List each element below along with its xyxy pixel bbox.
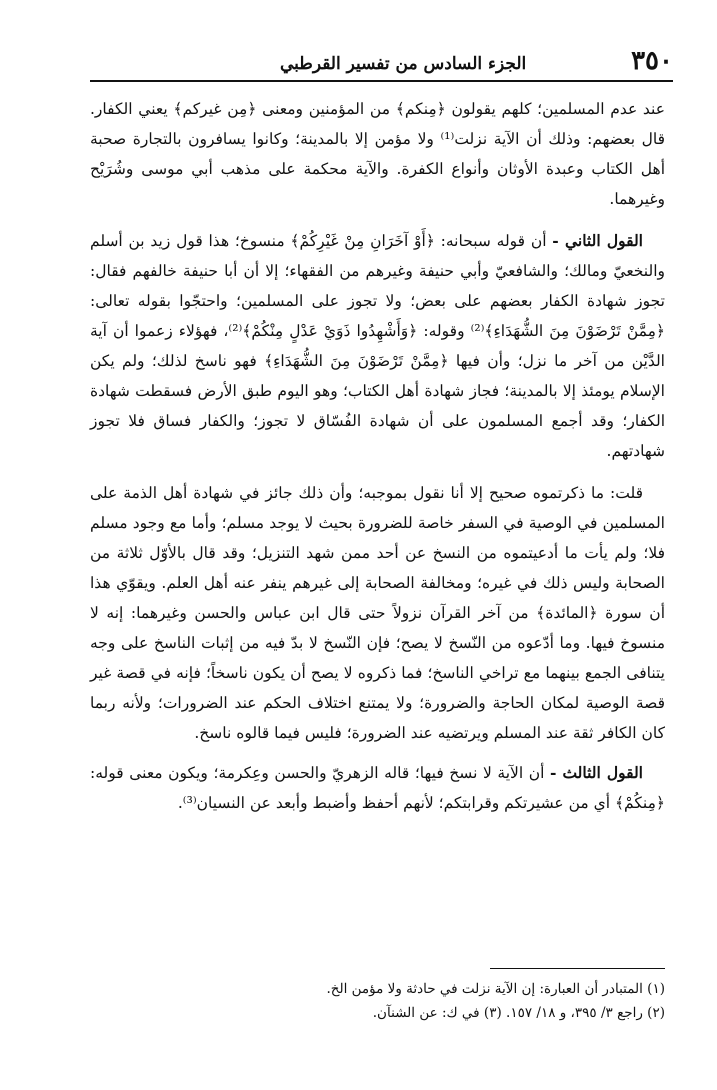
paragraph-2 [90, 226, 665, 466]
paragraph-lead: القول الثاني - [552, 231, 643, 250]
running-title: الجزء السادس من تفسير القرطبي [280, 54, 527, 74]
paragraph-text: عند عدم المسلمين؛ كلهم يقولون ﴿مِنكم﴾ من المؤمنين ومعنى ﴿مِن غيركم﴾ يعني الكفار. قال بعضهم: وذلك أن الآية نزلت⁽¹⁾ ولا مؤمن إلا بالمدينة؛ وكانوا يسافرون بالتجارة صحبة أهل الكتاب وعبدة الأوثان وأنواع الكفرة. والآية محكمة على مذهب أبي موسى وشُرَيْح وغيرهما. [90, 100, 665, 208]
paragraph-4 [90, 758, 665, 818]
paragraph-1 [90, 94, 665, 214]
footnote-1: (١) المتبادر أن العبارة: إن الآية نزلت في حادثة ولا مؤمن الخ. [326, 981, 665, 997]
footnote-divider [490, 968, 665, 969]
paragraph-lead: القول الثالث - [549, 763, 643, 782]
paragraph-text: أن الآية لا نسخ فيها؛ قاله الزهريّ والحسن وعِكرمة؛ ويكون معنى قوله: ﴿مِنكُمْ﴾ أي من عشيرتكم وقرابتكم؛ لأنهم أحفظ وأضبط وأبعد عن النسيان⁽³⁾. [90, 764, 665, 812]
paragraph-3 [90, 478, 665, 748]
page-number: ٣٥٠ [631, 46, 673, 76]
body-text [90, 94, 665, 818]
paragraph-text: قلت: ما ذكرتموه صحيح إلا أنا نقول بموجبه؛ وأن ذلك جائز في شهادة أهل الذمة على المسلمين في الوصية في السفر خاصة للضرورة بحيث لا يوجد مسلم؛ وأما مع وجود مسلم فلا؛ ولم يأت ما أدعيتموه من النسخ عن أحد ممن شهد التنزيل؛ وقد قال بالأوّل ثلاثة من الصحابة وليس ذلك في غيره؛ ومخالفة الصحابة إلى غيرهم ينفر عنه أهل العلم. ويقوّي هذا أن سورة ﴿المائدة﴾ من آخر القرآن نزولاً حتى قال ابن عباس والحسن وغيرهما: إنه لا منسوخ فيها. وما أدّعوه من النّسخ لا يصح؛ فإن النّسخ لا بدّ فيه من إثبات الناسخ على وجه يتنافى الجمع بينهما مع تراخي الناسخ؛ فما ذكروه لا يصح أن يكون ناسخاً؛ فإنه في قصة غير قصة الوصية لمكان الحاجة والضرورة؛ ولا يمتنع اختلاف الحكم عند الضرورات؛ ولأنه ربما كان الكافر ثقة عند المسلم ويرتضيه عند الضرورة؛ فليس فيما قالوه ناسخ. [90, 484, 665, 742]
paragraph-text: أن قوله سبحانه: ﴿أَوْ آخَرَانِ مِنْ غَيْرِكُمْ﴾ منسوخ؛ هذا قول زيد بن أسلم والنخعيّ ومالك؛ والشافعيّ وأبي حنيفة وغيرهم من الفقهاء؛ إلا أن أبا حنيفة خالفهم فقال: تجوز شهادة الكفار بعضهم على بعض؛ ولا تجوز على المسلمين؛ واحتجّوا بقوله تعالى: ﴿مِمَّنْ تَرْضَوْنَ مِنَ الشُّهَدَاءِ﴾⁽²⁾ وقوله: ﴿وَأَشْهِدُوا ذَوَيْ عَدْلٍ مِنْكُمْ﴾⁽²⁾، فهؤلاء زعموا أن آية الدَّيْن من آخر ما نزل؛ وأن فيها ﴿مِمَّنْ تَرْضَوْنَ مِنَ الشُّهَدَاءِ﴾ فهو ناسخ لذلك؛ ولم يكن الإسلام يومئذ إلا بالمدينة؛ فجاز شهادة أهل الكتاب؛ وهو اليوم طبق الأرض فسقطت شهادة الكفار؛ وقد أجمع المسلمون على أن شهادة الفُسّاق لا تجوز؛ والكفار فساق فلا تجوز شهادتهم. [90, 232, 665, 460]
footnote-2-3: (٢) راجع ٣/ ٣٩٥، و ١٨/ ١٥٧. (٣) في ك: عن الشنآن. [372, 1005, 665, 1021]
footnotes [90, 968, 665, 1025]
page-header [90, 0, 673, 82]
